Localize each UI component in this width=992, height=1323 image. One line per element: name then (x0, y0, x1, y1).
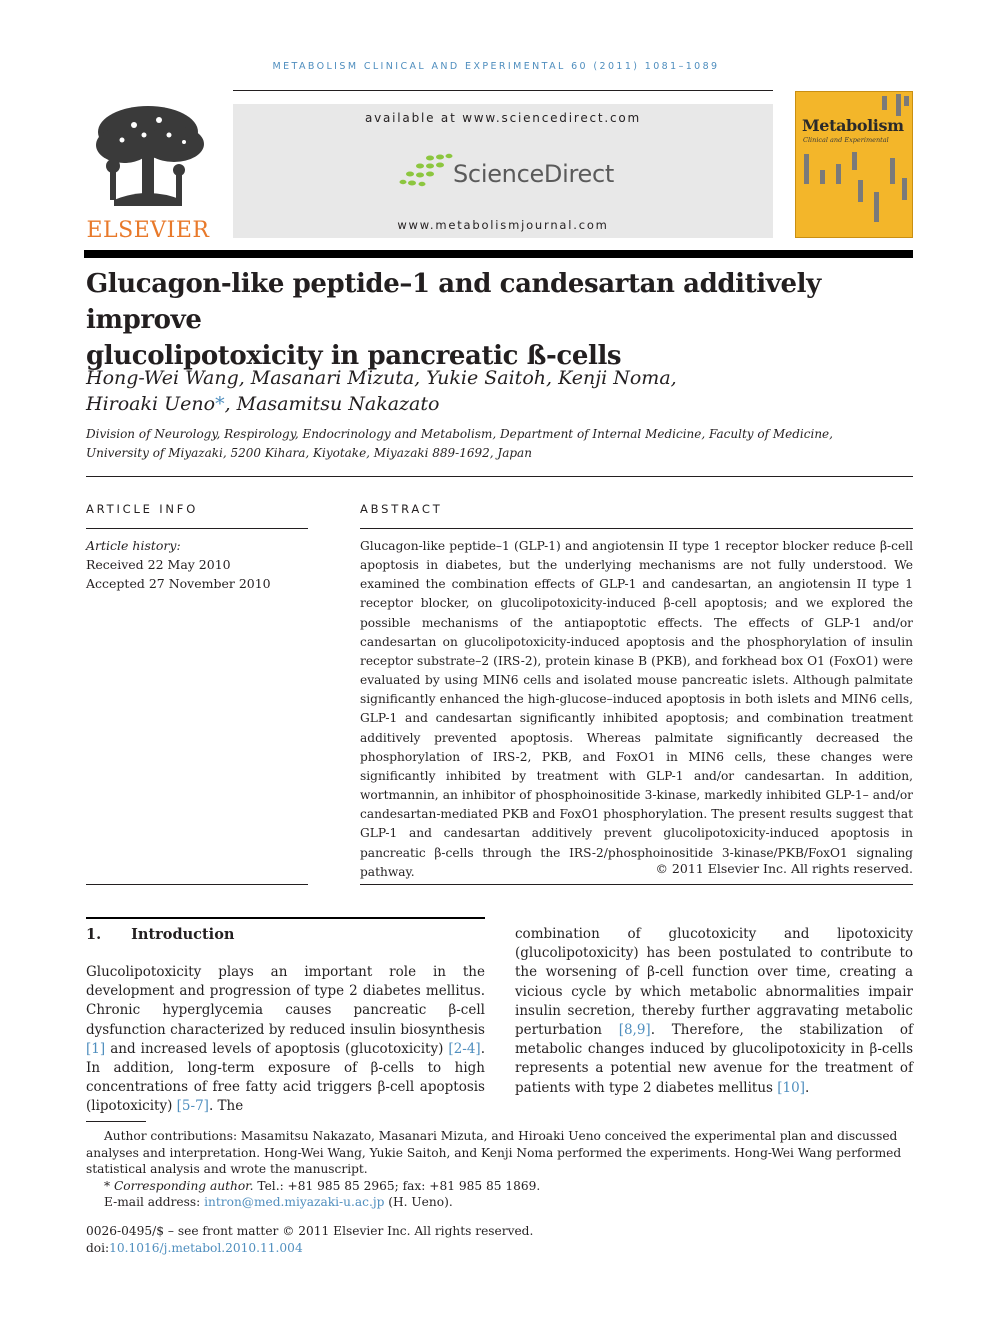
citation-link[interactable]: [5-7] (176, 1098, 209, 1115)
front-matter-footer (86, 1223, 914, 1256)
intro-top-rule (86, 917, 485, 919)
received-date: Received 22 May 2010 (86, 557, 231, 572)
article-title (86, 266, 916, 374)
authors-line-2 (86, 391, 916, 417)
doi-label: doi: (86, 1240, 110, 1255)
article-info-rule (86, 528, 308, 529)
abstract-copyright: © 2011 Elsevier Inc. All rights reserved. (655, 861, 913, 876)
email-link[interactable]: intron@med.miyazaki-u.ac.jp (204, 1195, 385, 1209)
title-line-2: glucolipotoxicity in pancreatic ß-cells (86, 341, 622, 371)
doi-link[interactable]: 10.1016/j.metabol.2010.11.004 (109, 1240, 303, 1255)
author-contributions: Author contributions: Masamitsu Nakazato, Masanari Mizuta, and Hiroaki Ueno conceived the experimental plan and discussed analyses and interpretation. Hong-Wei Wang, Yukie Saitoh, and Kenji Noma performed the experiments. Hong-Wei Wang performed statistical analysis and wrote the manuscript. (86, 1129, 902, 1176)
cover-decor-bar (820, 170, 825, 184)
corresponding-author-link[interactable]: * (215, 393, 225, 415)
title-line-1: Glucagon-like peptide–1 and candesartan additively improve (86, 269, 821, 335)
email-note (86, 1194, 914, 1211)
article-info-heading: ARTICLE INFO (86, 502, 199, 516)
email-label: E-mail address: (104, 1195, 205, 1209)
cover-decor-bar (874, 192, 879, 222)
history-label: Article history: (86, 538, 181, 553)
intro-left-text-1: Glucolipotoxicity plays an important role in the development and progression of type 2 diabetes mellitus. Chronic hyperglycemia causes pancreatic β-cell dysfunction characterized by reduced insulin biosynthesis (86, 964, 485, 1038)
intro-right-text-2: . Therefore, the stabilization of metabolic changes induced by glucolipotoxicity in β-cells represents a potential new avenue for the treatment of patients with type 2 diabetes mellitus (515, 1022, 913, 1096)
cover-decor-bar (852, 152, 857, 170)
affiliation (86, 425, 916, 463)
abstract-bottom-rule (360, 884, 913, 885)
cover-decor-bar (902, 178, 907, 200)
intro-left-column (86, 963, 485, 1117)
header-thick-rule (84, 250, 913, 258)
citation-link[interactable]: [2-4] (448, 1040, 481, 1057)
cover-decor-bar (904, 96, 909, 106)
sciencedirect-brand: ScienceDirect (453, 160, 614, 188)
cover-decor-bar (836, 164, 841, 184)
elsevier-wordmark: ELSEVIER (86, 218, 210, 243)
intro-left-text-4: . The (208, 1098, 244, 1115)
intro-right-text-1: combination of glucotoxicity and lipotoxicity (glucolipotoxicity) has been postulated to contribute to the worsening of β-cell function over time, creating a vicious cycle by which metabolic abnormalities impair insulin secretion, thereby further aggravating metabolic perturbation (515, 926, 913, 1039)
abstract-heading: ABSTRACT (360, 502, 443, 516)
journal-cover (795, 91, 913, 238)
footnote-star: * (104, 1178, 114, 1193)
article-info-bottom-rule (86, 884, 308, 885)
cover-decor-bar (804, 154, 809, 184)
intro-left-text-3: . In addition, long-term exposure of β-cells to high concentrations of free fatty acid triggers β-cell apoptosis (lipotoxicity) (86, 1040, 485, 1115)
cover-decor-bar (882, 96, 887, 110)
issn-line: 0026-0495/$ – see front matter © 2011 Elsevier Inc. All rights reserved. (86, 1224, 534, 1238)
intro-right-column (515, 925, 913, 1098)
journal-url[interactable]: www.metabolismjournal.com (397, 218, 609, 232)
author-ueno: Hiroaki Ueno (86, 393, 216, 415)
abstract-rule (360, 528, 913, 529)
affiliation-rule (86, 476, 913, 477)
banner-top-rule (233, 90, 773, 91)
intro-heading (86, 926, 234, 943)
affiliation-line-2: University of Miyazaki, 5200 Kihara, Kiyotake, Miyazaki 889-1692, Japan (86, 446, 532, 460)
footnote-rule (86, 1121, 146, 1122)
journal-reference: METABOLISM CLINICAL AND EXPERIMENTAL 60 (2011) 1081–1089 (272, 61, 720, 72)
author-list (86, 365, 916, 417)
corresponding-author-note (86, 1178, 914, 1195)
corresponding-label: Corresponding author. (113, 1178, 254, 1193)
cover-decor-bar (896, 94, 901, 116)
authors-line-1: Hong-Wei Wang, Masanari Mizuta, Yukie Saitoh, Kenji Noma, (86, 367, 677, 389)
intro-left-text-2: and increased levels of apoptosis (glucotoxicity) (105, 1040, 449, 1057)
abstract-text: Glucagon-like peptide–1 (GLP-1) and angiotensin II type 1 receptor blocker reduce β-cell apoptosis in diabetes, but the underlying mechanisms are not fully understood. We examined the combination effects of GLP-1 and candesartan, an angiotensin II type 1 receptor blocker, on glucolipotoxicity-induced β-cell apoptosis; and we explored the possible mechanisms of the antiapoptotic effects. The effects of GLP-1 and/or candesartan on glucolipotoxicity-induced apoptosis and the phosphorylation of insulin receptor substrate–2 (IRS-2), protein kinase B (PKB), and forkhead box O1 (FoxO1) were evaluated by using MIN6 cells and isolated mouse pancreatic islets. Although palmitate significantly enhanced the high-glucose–induced apoptosis in both islets and MIN6 cells, GLP-1 and candesartan significantly inhibited apoptosis; and combination treatment additively prevented apoptosis. Whereas palmitate significantly decreased the phosphorylation of IRS-2, PKB, and FoxO1 in MIN6 cells, these changes were significantly inhibited by treatment with GLP-1 and/or candesartan. In addition, wortmannin, an inhibitor of phosphoinositide 3-kinase, markedly inhibited GLP-1– and/or candesartan-mediated PKB and FoxO1 phosphorylation. The present results suggest that GLP-1 and candesartan additively prevent glucolipotoxicity-induced apoptosis in pancreatic β-cells through the IRS-2/phosphoinositide 3-kinase/PKB/FoxO1 signaling pathway. (360, 539, 913, 879)
cover-decor-bar (890, 158, 895, 184)
accepted-date: Accepted 27 November 2010 (86, 576, 271, 591)
available-at-text: available at www.sciencedirect.com (364, 111, 642, 125)
footnotes (86, 1128, 914, 1211)
affiliation-line-1: Division of Neurology, Respirology, Endocrinology and Metabolism, Department of Internal Medicine, Faculty of Medicine, (86, 427, 833, 441)
doi-line (86, 1240, 914, 1257)
article-history (86, 536, 271, 593)
sciencedirect-dots-icon (398, 152, 453, 192)
citation-link[interactable]: [10] (777, 1079, 805, 1096)
author-nakazato: , Masamitsu Nakazato (224, 393, 440, 415)
intro-title: Introduction (131, 926, 235, 943)
intro-right-text-3: . (804, 1079, 810, 1096)
cover-decor-bar (858, 180, 863, 202)
email-suffix: (H. Ueno). (384, 1195, 453, 1209)
citation-link[interactable]: [8,9] (618, 1022, 651, 1039)
citation-link[interactable]: [1] (86, 1040, 106, 1057)
intro-number: 1. (86, 926, 102, 943)
cover-title: Metabolism (802, 116, 904, 135)
cover-subtitle: Clinical and Experimental (803, 136, 889, 144)
corresponding-contact: Tel.: +81 985 85 2965; fax: +81 985 85 1869. (253, 1178, 541, 1193)
